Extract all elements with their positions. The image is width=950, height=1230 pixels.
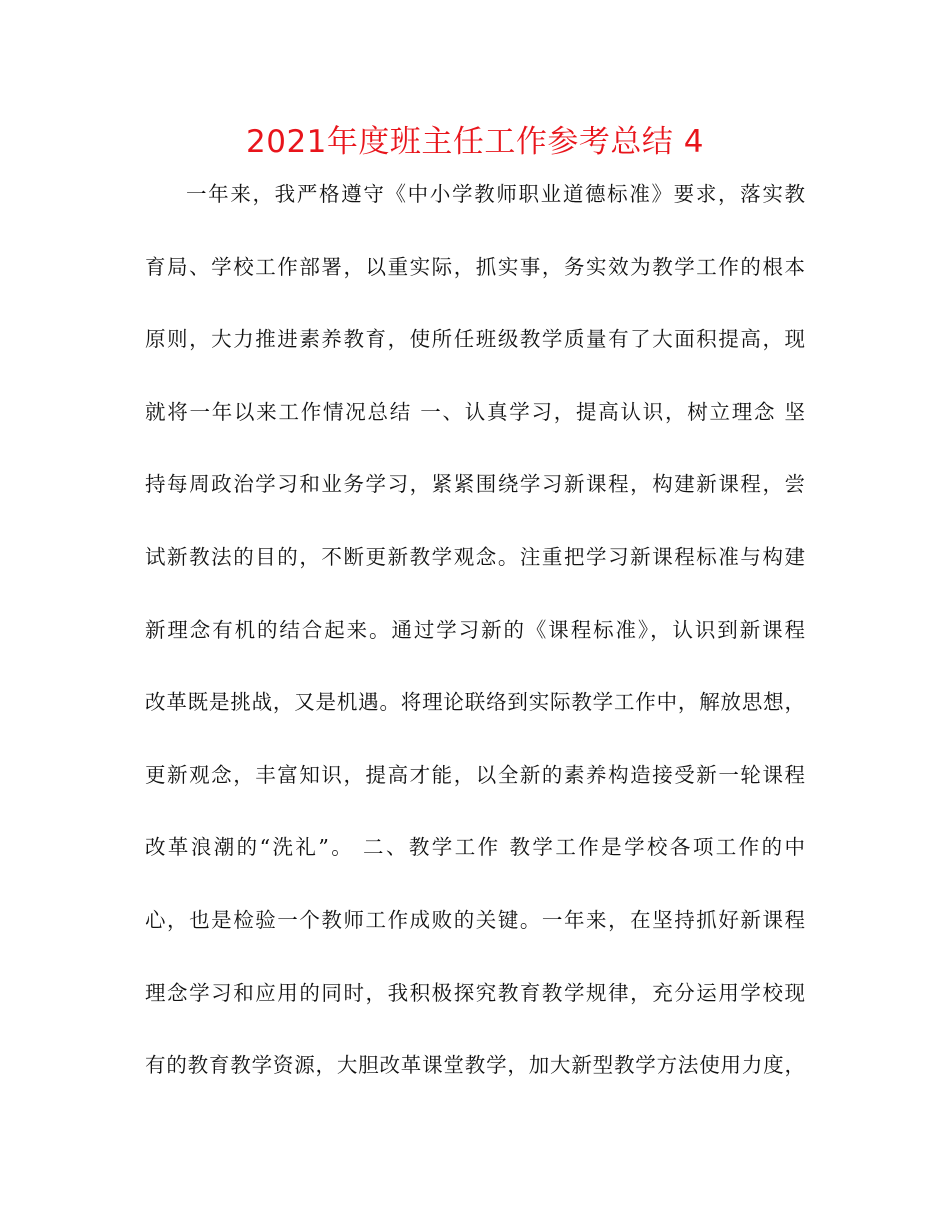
- paragraph-line: 有的教育教学资源，大胆改革课堂教学，加大新型教学方法使用力度，: [145, 1053, 805, 1078]
- paragraph-line: 持每周政治学习和业务学习，紧紧围绕学习新课程，构建新课程，尝: [145, 472, 805, 497]
- paragraph-line: 改革浪潮的“洗礼”。 二、教学工作 教学工作是学校各项工作的中: [145, 835, 805, 860]
- paragraph-line: 原则，大力推进素养教育，使所任班级教学质量有了大面积提高，现: [145, 327, 805, 352]
- paragraph-line: 就将一年以来工作情况总结 一、认真学习，提高认识，树立理念 坚: [145, 399, 805, 424]
- paragraph-line: 更新观念，丰富知识，提高才能，以全新的素养构造接受新一轮课程: [145, 762, 805, 787]
- paragraph-line: 一年来，我严格遵守《中小学教师职业道德标准》要求，落实教: [186, 182, 805, 206]
- paragraph-line: 心，也是检验一个教师工作成败的关键。一年来，在坚持抓好新课程: [145, 907, 805, 932]
- paragraph-line: 理念学习和应用的同时，我积极探究教育教学规律，充分运用学校现: [145, 980, 805, 1005]
- paragraph-line: 育局、学校工作部署，以重实际，抓实事，务实效为教学工作的根本: [145, 254, 805, 279]
- paragraph-line: 新理念有机的结合起来。通过学习新的《课程标准》，认识到新课程: [145, 617, 805, 642]
- document-body: [145, 173, 805, 1117]
- paragraph-line: 试新教法的目的，不断更新教学观念。注重把学习新课程标准与构建: [145, 544, 805, 569]
- document-title: 2021年度班主任工作参考总结 4: [246, 124, 704, 160]
- paragraph-line: 改革既是挑战，又是机遇。将理论联络到实际教学工作中，解放思想，: [145, 690, 805, 715]
